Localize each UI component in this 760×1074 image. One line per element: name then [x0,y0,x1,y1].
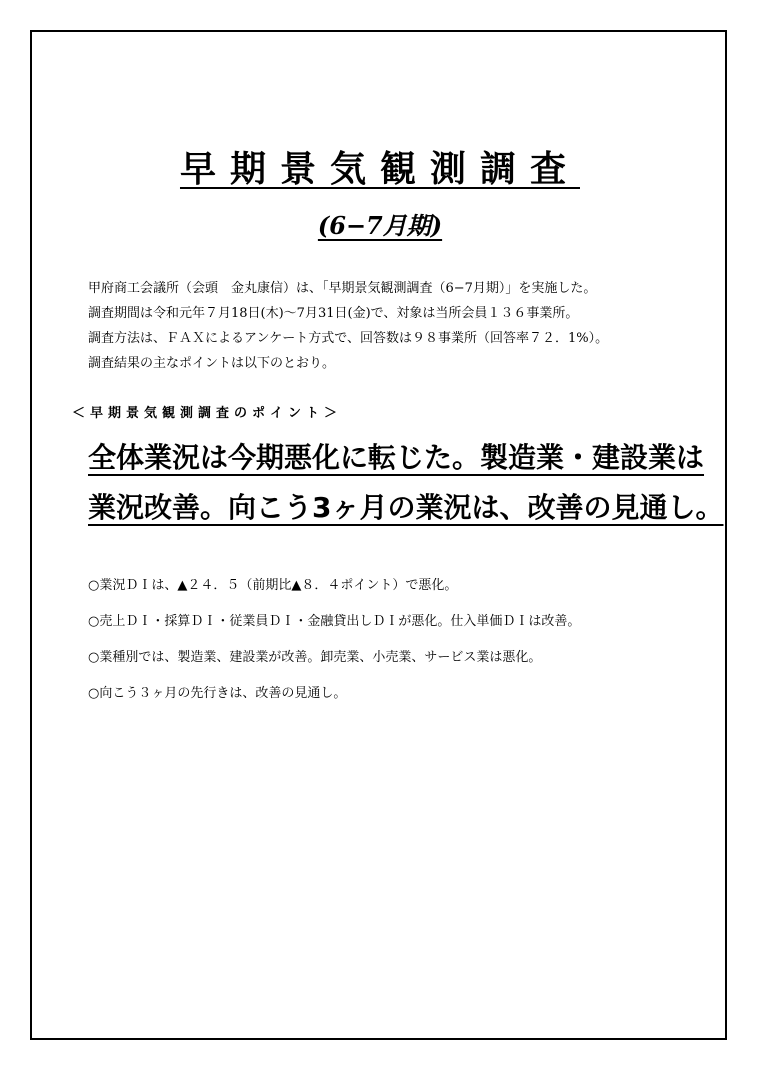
list-item: ○業種別では、製造業、建設業が改善。卸売業、小売業、サービス業は悪化。 [88,650,542,665]
headline-summary [88,433,724,533]
points-heading: ＜早期景気観測調査のポイント＞ [72,406,343,421]
intro-line: 調査方法は、ＦＡＸによるアンケート方式で、回答数は９８事業所（回答率７２．1%）。 [88,331,609,346]
headline-line: 業況改善。向こう3ヶ月の業況は、改善の見通し。 [88,491,724,524]
list-item: ○向こう３ヶ月の先行きは、改善の見通し。 [88,686,347,701]
intro-paragraph [88,276,708,376]
page-title [0,147,760,191]
title-text: 早期景気観測調査 [179,148,580,190]
page-subtitle [0,210,760,242]
headline-line: 全体業況は今期悪化に転じた。製造業・建設業は [88,441,705,474]
intro-line: 甲府商工会議所（会頭 金丸康信）は、「早期景気観測調査（6−7月期）」を実施した。 [88,281,597,296]
key-points-list [88,568,708,712]
list-item: ○売上ＤＩ・採算ＤＩ・従業員ＤＩ・金融貸出しＤＩが悪化。仕入単価ＤＩは改善。 [88,614,581,629]
subtitle-text: (6−7月期) [317,211,443,240]
list-item: ○業況ＤＩは、▲２４．５（前期比▲８．４ポイント）で悪化。 [88,578,458,593]
intro-line: 調査結果の主なポイントは以下のとおり。 [88,356,336,371]
intro-line: 調査期間は令和元年７月18日(木)〜7月31日(金)で、対象は当所会員１３６事業所。 [88,306,579,321]
